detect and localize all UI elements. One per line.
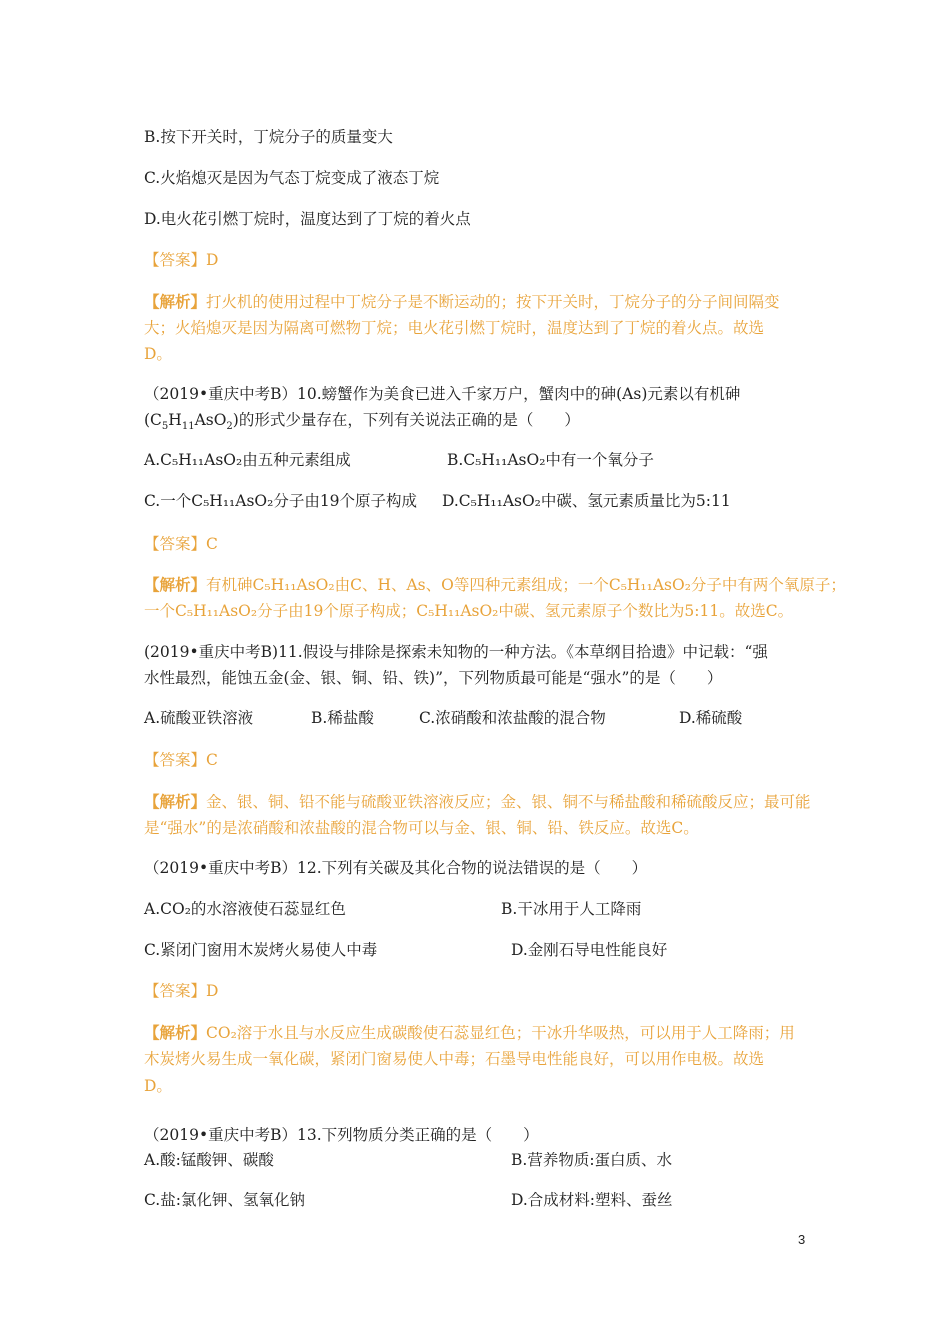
q10-answer (144, 533, 218, 555)
q12-answer (144, 980, 218, 1002)
q9-analysis-line-3: D。 (144, 345, 172, 363)
q13-option-b: B.营养物质:蛋白质、水 (511, 1151, 673, 1169)
q12-analysis-line-3: D。 (144, 1077, 172, 1095)
q12-analysis-line-1: 【解析】CO₂溶于水且与水反应生成碳酸使石蕊显红色；干冰升华吸热，可以用于人工降雨；用 (144, 1023, 795, 1042)
q13-stem: （2019•重庆中考B）13.下列物质分类正确的是（ ） (144, 1126, 539, 1144)
q10-stem-line-1: （2019•重庆中考B）10.螃蟹作为美食已进入千家万户，蟹肉中的砷(As)元素以有机砷 (144, 385, 741, 403)
q11-option-d: D.稀硫酸 (679, 709, 743, 727)
answer-label: 【答案】 (144, 982, 207, 1000)
q10-option-a: A.C₅H₁₁AsO₂由五种元素组成 (144, 451, 351, 469)
answer-value: D (206, 982, 219, 1000)
q13-option-c: C.盐:氯化钾、氢氧化钠 (144, 1191, 305, 1209)
q11-option-b: B.稀盐酸 (311, 709, 374, 727)
q12-analysis-line-2: 木炭烤火易生成一氧化碳，紧闭门窗易使人中毒；石墨导电性能良好，可以用作电极。故选 (144, 1050, 765, 1068)
q9-option-c: C.火焰熄灭是因为气态丁烷变成了液态丁烷 (144, 169, 440, 187)
q13-option-d: D.合成材料:塑料、蚕丝 (511, 1191, 673, 1209)
answer-label: 【答案】 (144, 251, 207, 269)
q12-option-c: C.紧闭门窗用木炭烤火易使人中毒 (144, 941, 378, 959)
q9-option-b: B.按下开关时，丁烷分子的质量变大 (144, 128, 393, 146)
q10-option-d: D.C₅H₁₁AsO₂中碳、氢元素质量比为5:11 (442, 492, 731, 510)
answer-label: 【答案】 (144, 751, 207, 769)
q12-stem: （2019•重庆中考B）12.下列有关碳及其化合物的说法错误的是（ ） (144, 859, 648, 877)
q11-stem-line-1: (2019•重庆中考B)11.假设与排除是探索未知物的一种方法。《本草纲目拾遗》中记载：“强 (144, 643, 768, 661)
q10-analysis-line-1: 【解析】有机砷C₅H₁₁AsO₂由C、H、As、O等四种元素组成；一个C₅H₁₁AsO₂分子中有两个氧原子； (144, 575, 846, 594)
analysis-label: 【解析】 (144, 1023, 207, 1042)
q11-stem-line-2: 水性最烈，能蚀五金(金、银、铜、铅、铁)”，下列物质最可能是“强水”的是（ ） (144, 669, 723, 687)
q10-option-b: B.C₅H₁₁AsO₂中有一个氧分子 (447, 451, 654, 469)
q9-answer (144, 249, 218, 271)
answer-value: C (206, 535, 218, 553)
q11-option-c: C.浓硝酸和浓盐酸的混合物 (419, 709, 606, 727)
analysis-label: 【解析】 (144, 792, 207, 811)
answer-value: C (206, 751, 218, 769)
q9-option-d: D.电火花引燃丁烷时，温度达到了丁烷的着火点 (144, 210, 471, 228)
analysis-label: 【解析】 (144, 292, 207, 311)
q11-analysis-line-2: 是“强水”的是浓硝酸和浓盐酸的混合物可以与金、银、铜、铅、铁反应。故选C。 (144, 819, 699, 837)
q13-option-a: A.酸:锰酸钾、碳酸 (144, 1151, 274, 1169)
q12-option-a: A.CO₂的水溶液使石蕊显红色 (144, 900, 346, 918)
q10-option-c: C.一个C₅H₁₁AsO₂分子由19个原子构成 (144, 492, 418, 510)
q11-answer (144, 749, 218, 771)
q12-option-d: D.金刚石导电性能良好 (511, 941, 668, 959)
q9-analysis-line-1: 【解析】打火机的使用过程中丁烷分子是不断运动的；按下开关时，丁烷分子的分子间间隔变 (144, 292, 780, 311)
answer-value: D (206, 251, 219, 269)
q11-analysis-line-1: 【解析】金、银、铜、铅不能与硫酸亚铁溶液反应；金、银、铜不与稀盐酸和稀硫酸反应；最可能 (144, 792, 811, 811)
page-number: 3 (798, 1232, 806, 1247)
q9-analysis-line-2: 大；火焰熄灭是因为隔离可燃物丁烷；电火花引燃丁烷时，温度达到了丁烷的着火点。故选 (144, 319, 765, 337)
q12-option-b: B.干冰用于人工降雨 (501, 900, 642, 918)
answer-label: 【答案】 (144, 535, 207, 553)
q10-stem-line-2: $(C_5H_{11}AsO_2)$的形式少量存在，下列有关说法正确的是（ ） (144, 411, 580, 433)
q11-option-a: A.硫酸亚铁溶液 (144, 709, 254, 727)
q10-analysis-line-2: 一个C₅H₁₁AsO₂分子由19个原子构成；C₅H₁₁AsO₂中碳、氢元素原子个数比为5:11。故选C。 (144, 602, 794, 620)
analysis-label: 【解析】 (144, 575, 207, 594)
